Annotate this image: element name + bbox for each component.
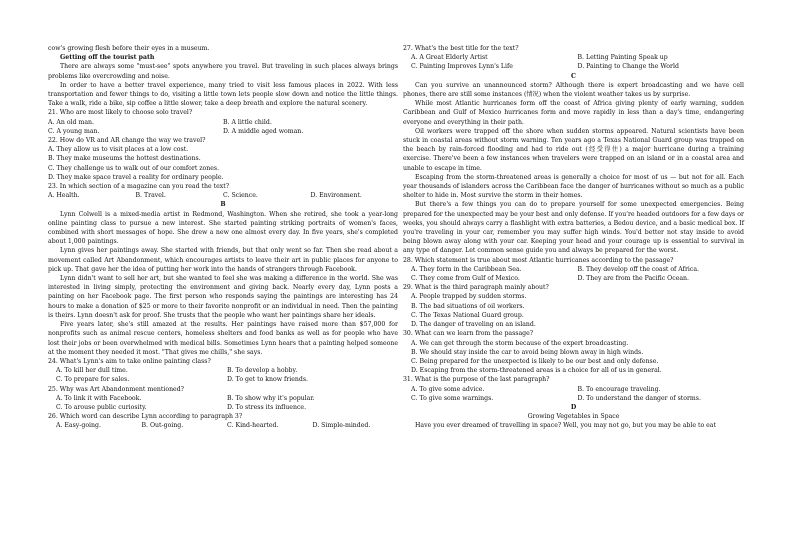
option[interactable]: B. The bad situations of oil workers. <box>411 302 525 310</box>
option[interactable]: C. The Texas National Guard group. <box>411 311 524 319</box>
option[interactable]: B. A little child. <box>223 118 272 126</box>
option[interactable]: D. They are from the Pacific Ocean. <box>577 275 690 283</box>
option[interactable]: C. Being prepared for the unexpected is likely to be our best and only defense. <box>411 357 659 365</box>
option[interactable]: A. They form in the Caribbean Sea. <box>411 265 522 273</box>
section-b-label: B <box>220 201 226 209</box>
passage-a-para-1: There are always some "must-see" spots anywhere you travel. But traveling in such places always brings problems like overcrowding and noise. <box>48 63 398 80</box>
question-31-options-row1 <box>411 385 744 394</box>
option[interactable]: D. Simple-minded. <box>312 422 371 430</box>
section-c-label: C <box>571 72 576 80</box>
question-24-options-row2 <box>56 375 398 384</box>
option[interactable]: A. A Great Elderly Artist <box>411 54 488 62</box>
question-28-options-row2 <box>411 274 744 283</box>
passage-b-para-4: Five years later, she's still amazed at the results. Her paintings have raised more than $57,000 for nonprofits such as animal rescue centers, homeless shelters and food banks as well as for people who have lost their jobs or been overwhelmed with medical bills. Sometimes Lynn hears that a painting helped someone at the moment they needed it most. "That gives me chills," she says. <box>48 321 398 356</box>
question-21: 21. Who are most likely to choose solo travel? <box>48 109 193 117</box>
question-26: 26. Which word can describe Lynn according to paragraph 3? <box>48 413 243 421</box>
question-21-options-row1 <box>48 118 398 127</box>
question-31: 31. What is the purpose of the last paragraph? <box>403 376 550 384</box>
option[interactable]: C. To arouse public curiosity. <box>56 403 147 411</box>
question-27-options-row1 <box>411 53 744 62</box>
passage-b-para-3: Lynn didn't want to sell her art, but she wanted to feel she was making a difference in the world. She was interested in living simply, protecting the environment and giving back. Nearly every day, Lynn posts a painting on her Facebook page. The first person who responds saying the paintings are interesting has 24 hours to make a donation of $25 or more to their favorite nonprofit or an individual in need. Then the painting is theirs. Lynn doesn't ask for proof. She trusts that the people who want her paintings share her ideals. <box>48 275 398 319</box>
question-25-options-row2 <box>56 403 398 412</box>
option[interactable]: B. Travel. <box>135 192 166 200</box>
option[interactable]: C. To prepare for sales. <box>56 376 130 384</box>
question-25: 25. Why was Art Abandonment mentioned? <box>48 385 184 393</box>
option[interactable]: A. Health. <box>48 192 80 200</box>
option[interactable]: D. The danger of traveling on an island. <box>411 321 536 329</box>
option[interactable]: D. To understand the danger of storms. <box>577 394 701 402</box>
question-27: 27. What's the best title for the text? <box>403 45 519 52</box>
passage-c-para-2: While most Atlantic hurricanes form off the coast of Africa giving plenty of early warning, sudden Caribbean and Gulf of Mexico hurricanes form and move rapidly in less than a day's time, endangering everyone and everything in their path. <box>403 100 744 126</box>
option[interactable]: B. We should stay inside the car to avoid being blown away in high winds. <box>411 348 644 356</box>
option[interactable]: B. To show why it's popular. <box>227 394 315 402</box>
passage-c-para-3: Oil workers were trapped off the shore when sudden storms appeared. Natural scientists have been stuck in coastal areas without storm warning. Ten years ago a Texas National Guard group was trapped on the beach by rain-forced flooding and had to ride out (经受得住) a major hurricane during a training exercise. There've been a few instances when travelers were trapped on an island or in a coastal area and unable to escape in time. <box>403 127 744 172</box>
option[interactable]: A. Easy-going. <box>56 422 101 430</box>
option[interactable]: D. Escaping from the storm-threatened areas is a choice for all of us in general. <box>411 367 662 375</box>
section-a-title: Getting off the tourist path <box>60 54 155 62</box>
option[interactable]: B. To encourage traveling. <box>577 385 661 393</box>
passage-d-para-1: Have you ever dreamed of travelling in space? Well, you may not go, but you may be able to eat <box>415 422 716 430</box>
question-26-options <box>56 421 398 430</box>
option[interactable]: C. Kind-hearted. <box>227 422 279 430</box>
option[interactable]: D. Environment. <box>310 192 362 200</box>
option[interactable]: C. Science. <box>223 192 258 200</box>
passage-b-para-1: Lynn Colwell is a mixed-media artist in Redmond, Washington. When she retired, she took a year-long online painting class to pursue a new interest. She started painting striking portraits of women's faces, combined with short messages of hope. She drew a new one almost every day. In five years, she's completed about 1,000 paintings. <box>48 210 398 246</box>
option[interactable]: B. Letting Painting Speak up <box>577 54 668 62</box>
option[interactable]: A. They allow us to visit places at a low cost. <box>48 146 189 154</box>
passage-c-para-5: But there's a few things you can do to prepare yourself for some unexpected emergencies. Being prepared for the unexpected may be your best and only defense. If you're headed outdoors for a few days or weeks, you should always carry a flashlight with extra batteries, a Bedou device, and a basic medical box. If you're traveling in your car, remember you may suffer high winds. You'd better not stay inside to avoid being blown away along with your car. Keeping your head and your courage up is essential to survival in any type of danger. Let common sense guide you and always be prepared for the worst. <box>403 201 744 255</box>
option[interactable]: D. To get to know friends. <box>227 376 308 384</box>
section-d-title: Growing Vegetables in Space <box>527 413 620 421</box>
option[interactable]: B. They make museums the hottest destinations. <box>48 155 201 163</box>
option[interactable]: C. They come from Gulf of Mexico. <box>411 275 520 283</box>
option[interactable]: A. An old man. <box>48 118 94 126</box>
option[interactable]: A. To kill her dull time. <box>56 367 128 375</box>
question-31-options-row2 <box>411 394 744 403</box>
right-column <box>403 44 744 431</box>
question-25-options-row1 <box>56 394 398 403</box>
question-28-options-row1 <box>411 265 744 274</box>
passage-c-para-1: Can you survive an unannounced storm? Although there is expert broadcasting and we have cell phones, there are still some instances (情况) when the violent weather takes us by surprise. <box>403 81 744 99</box>
question-24: 24. What's Lynn's aim to take online painting class? <box>48 357 211 365</box>
option[interactable]: D. Painting to Change the World <box>577 63 679 71</box>
option[interactable]: D. A middle aged woman. <box>223 127 304 135</box>
intro-tail: cow's growing flesh before their eyes in a museum. <box>48 45 210 52</box>
question-30: 30. What can we learn from the passage? <box>403 330 534 338</box>
question-22: 22. How do VR and AR change the way we travel? <box>48 137 206 145</box>
passage-a-para-2: In order to have a better travel experience, many tried to visit less famous places in 2022. With less transportation and fewer things to do, visiting a little town lets people slow down and notice the little things. Take a walk, ride a bike, sip coffee a little slower, take a deep breath and explore the natural scenery. <box>48 81 398 108</box>
option[interactable]: A. We can get through the storm because of the expert broadcasting. <box>411 339 629 347</box>
passage-b-para-2: Lynn gives her paintings away. She started with friends, but that only went so far. Then she read about a movement called Art Abandonment, which encourages artists to leave their art in public places for anyone to pick up. That gave her the idea of putting her work into the hands of strangers through Facebook. <box>48 247 398 273</box>
option[interactable]: A. People trapped by sudden storms. <box>411 293 527 301</box>
left-column <box>48 44 398 431</box>
option[interactable]: C. They challenge us to walk out of our comfort zones. <box>48 164 220 172</box>
option[interactable]: A. To link it with Facebook. <box>56 394 142 402</box>
option[interactable]: D. They make space travel a reality for ordinary people. <box>48 173 224 181</box>
option[interactable]: B. Out-going. <box>141 422 184 430</box>
option[interactable]: C. Painting Improves Lynn's Life <box>411 63 513 71</box>
option[interactable]: C. To give some warnings. <box>411 394 494 402</box>
option[interactable]: A. To give some advice. <box>411 385 485 393</box>
option[interactable]: B. To develop a hobby. <box>227 367 298 375</box>
question-23-options <box>48 191 398 200</box>
option[interactable]: B. They develop off the coast of Africa. <box>577 265 700 273</box>
question-28: 28. Which statement is true about most Atlantic hurricanes according to the passage? <box>403 256 674 264</box>
passage-c-para-4: Escaping from the storm-threatened areas is generally a choice for most of us — but not for all. Each year thousands of islanders across the Caribbean face the danger of hurricanes without so much as a public shelter to hide in. Most survive the storm in their homes. <box>403 173 744 200</box>
question-29: 29. What is the third paragraph mainly about? <box>403 284 549 292</box>
section-d-label: D <box>570 403 577 411</box>
question-23: 23. In which section of a magazine can you read the text? <box>48 183 230 191</box>
question-24-options-row1 <box>56 366 398 375</box>
option[interactable]: C. A young man. <box>48 127 100 135</box>
question-27-options-row2 <box>411 62 744 71</box>
option[interactable]: D. To stress its influence. <box>227 403 307 411</box>
question-21-options-row2 <box>48 127 398 136</box>
